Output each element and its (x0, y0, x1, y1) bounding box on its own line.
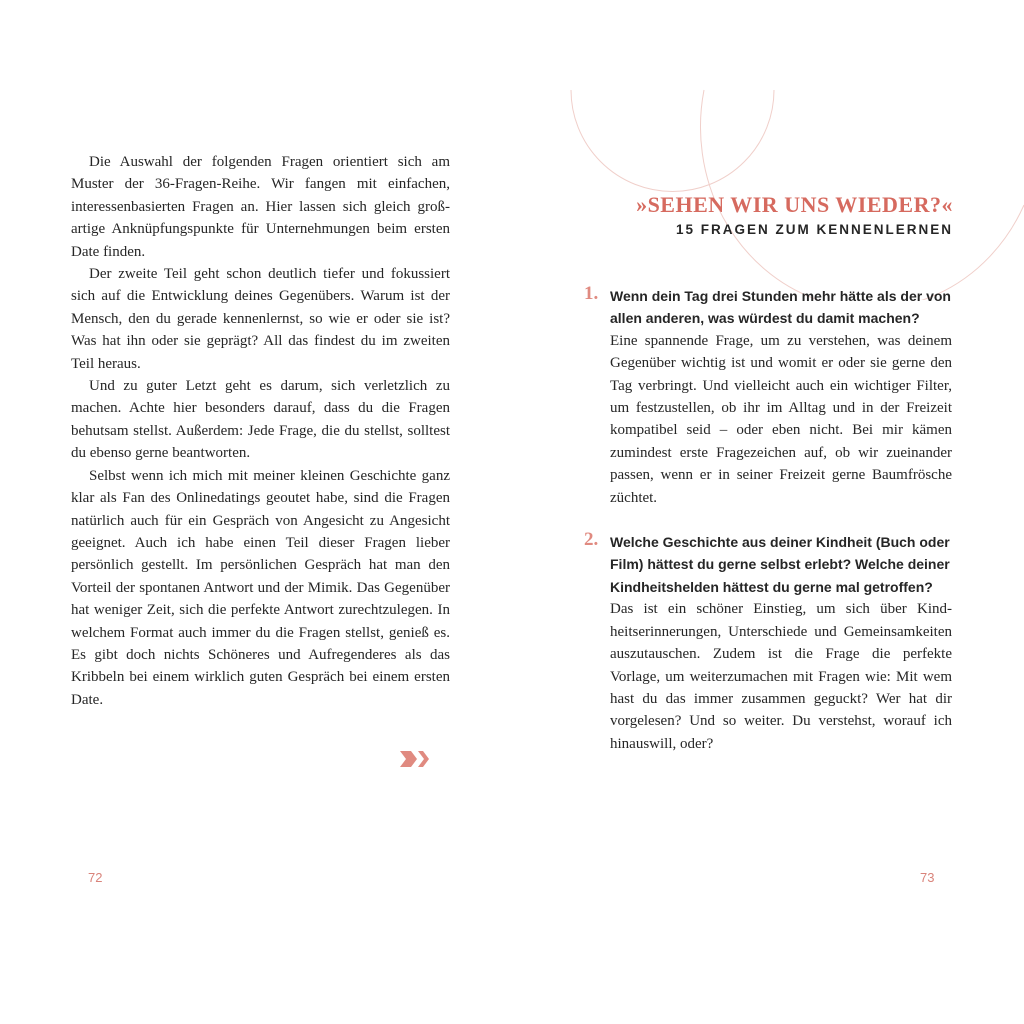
question-text: Wenn dein Tag drei Stunden mehr hätte als der von allen anderen, was würdest du damit machen? (610, 288, 951, 327)
decorative-circles (512, 0, 1024, 300)
question-answer: Eine spannende Frage, um zu verstehen, was deinem Gegenüber wichtig ist und womit er oder sie gerne den Tag verbringt. Und vielleicht auch ein wichtiger Filter, um festzustellen, ob ihr im Alltag und in der Freizeit kompatibel seid – oder eben nicht. Bei mir kämen zumindest erste Fragezeichen auf, ob wir zueinander passen, wenn er in seiner Freizeit gerne Baumfrösche züchtet. (610, 332, 952, 506)
right-page (512, 0, 1024, 1024)
section-subtitle: 15 FRAGEN ZUM KENNENLERNEN (675, 222, 953, 237)
question-item (584, 283, 952, 509)
page-number: 72 (88, 870, 103, 885)
question-number: 1. (584, 283, 599, 304)
left-body-text (71, 151, 450, 711)
question-answer: Das ist ein schöner Einstieg, um sich über Kindheitserinnerungen, Unterschiede und Gemeinsamkeiten auszutauschen. Zudem ist die Frage die perfekte Vorlage, um weiterzumachen mit Fragen wie: Mit wem hast du das immer zusammen geguckt? Wer hat dir vorgelesen? Und so weiter. Du verstehst, worauf ich hinauswill, oder? (610, 601, 952, 752)
page-number: 73 (920, 870, 935, 885)
double-chevron-right-icon[interactable] (398, 749, 432, 769)
question-item (584, 529, 952, 755)
paragraph: Die Auswahl der folgenden Fragen orientiert sich am Muster der 36-Fragen-Reihe. Wir fangen mit einfachen, interessenbasierten Fragen an. Hier lassen sich gleich großartige Anknüpfungspunkte für Unternehmungen beim ersten Date finden. (71, 154, 450, 260)
question-number: 2. (584, 529, 599, 551)
question-text: Welche Geschichte aus deiner Kindheit (Buch oder Film) hättest du gerne selbst erlebt? Welche deiner Kindheitshelden hättest du gerne mal getroffen? (610, 534, 950, 595)
paragraph: Selbst wenn ich mich mit meiner kleinen Geschichte ganz klar als Fan des Onlinedatings geoutet habe, sind die Fragen natürlich auch für ein Gespräch von Angesicht zu Angesicht geeignet. Auch ich habe einen Teil dieser Fragen lieber persönlich gestellt. Im persönlichen Gespräch hat man den Vorteil der spontanen Antwort und der Mimik. Das Gegenüber hat weniger Zeit, sich die perfekte Antwort zurechtzulegen. In welchem Format auch immer du die Fragen stellst, genieß es. Es gibt doch nichts Schöneres und Aufregenderes als das Kribbeln bei einem wirklich guten Gespräch bei einem ersten Date. (71, 467, 450, 708)
section-title: »SEHEN WIR UNS WIEDER?« (636, 192, 953, 217)
paragraph: Und zu guter Letzt geht es darum, sich verletzlich zu machen. Achte hier besonders darauf, dass du die Fragen behutsam stellst. Außerdem: Jede Frage, die du stellst, solltest du ebenso gerne beantworten. (71, 378, 450, 462)
paragraph: Der zweite Teil geht schon deutlich tiefer und fokussiert sich auf die Entwicklung deines Gegenübers. Warum ist der Mensch, den du gerade kennenlernst, so wie er oder sie ist? Was hat ihn oder sie geprägt? All das findest du im zweiten Teil heraus. (71, 266, 450, 372)
question-list (584, 283, 952, 777)
section-heading (513, 191, 953, 240)
